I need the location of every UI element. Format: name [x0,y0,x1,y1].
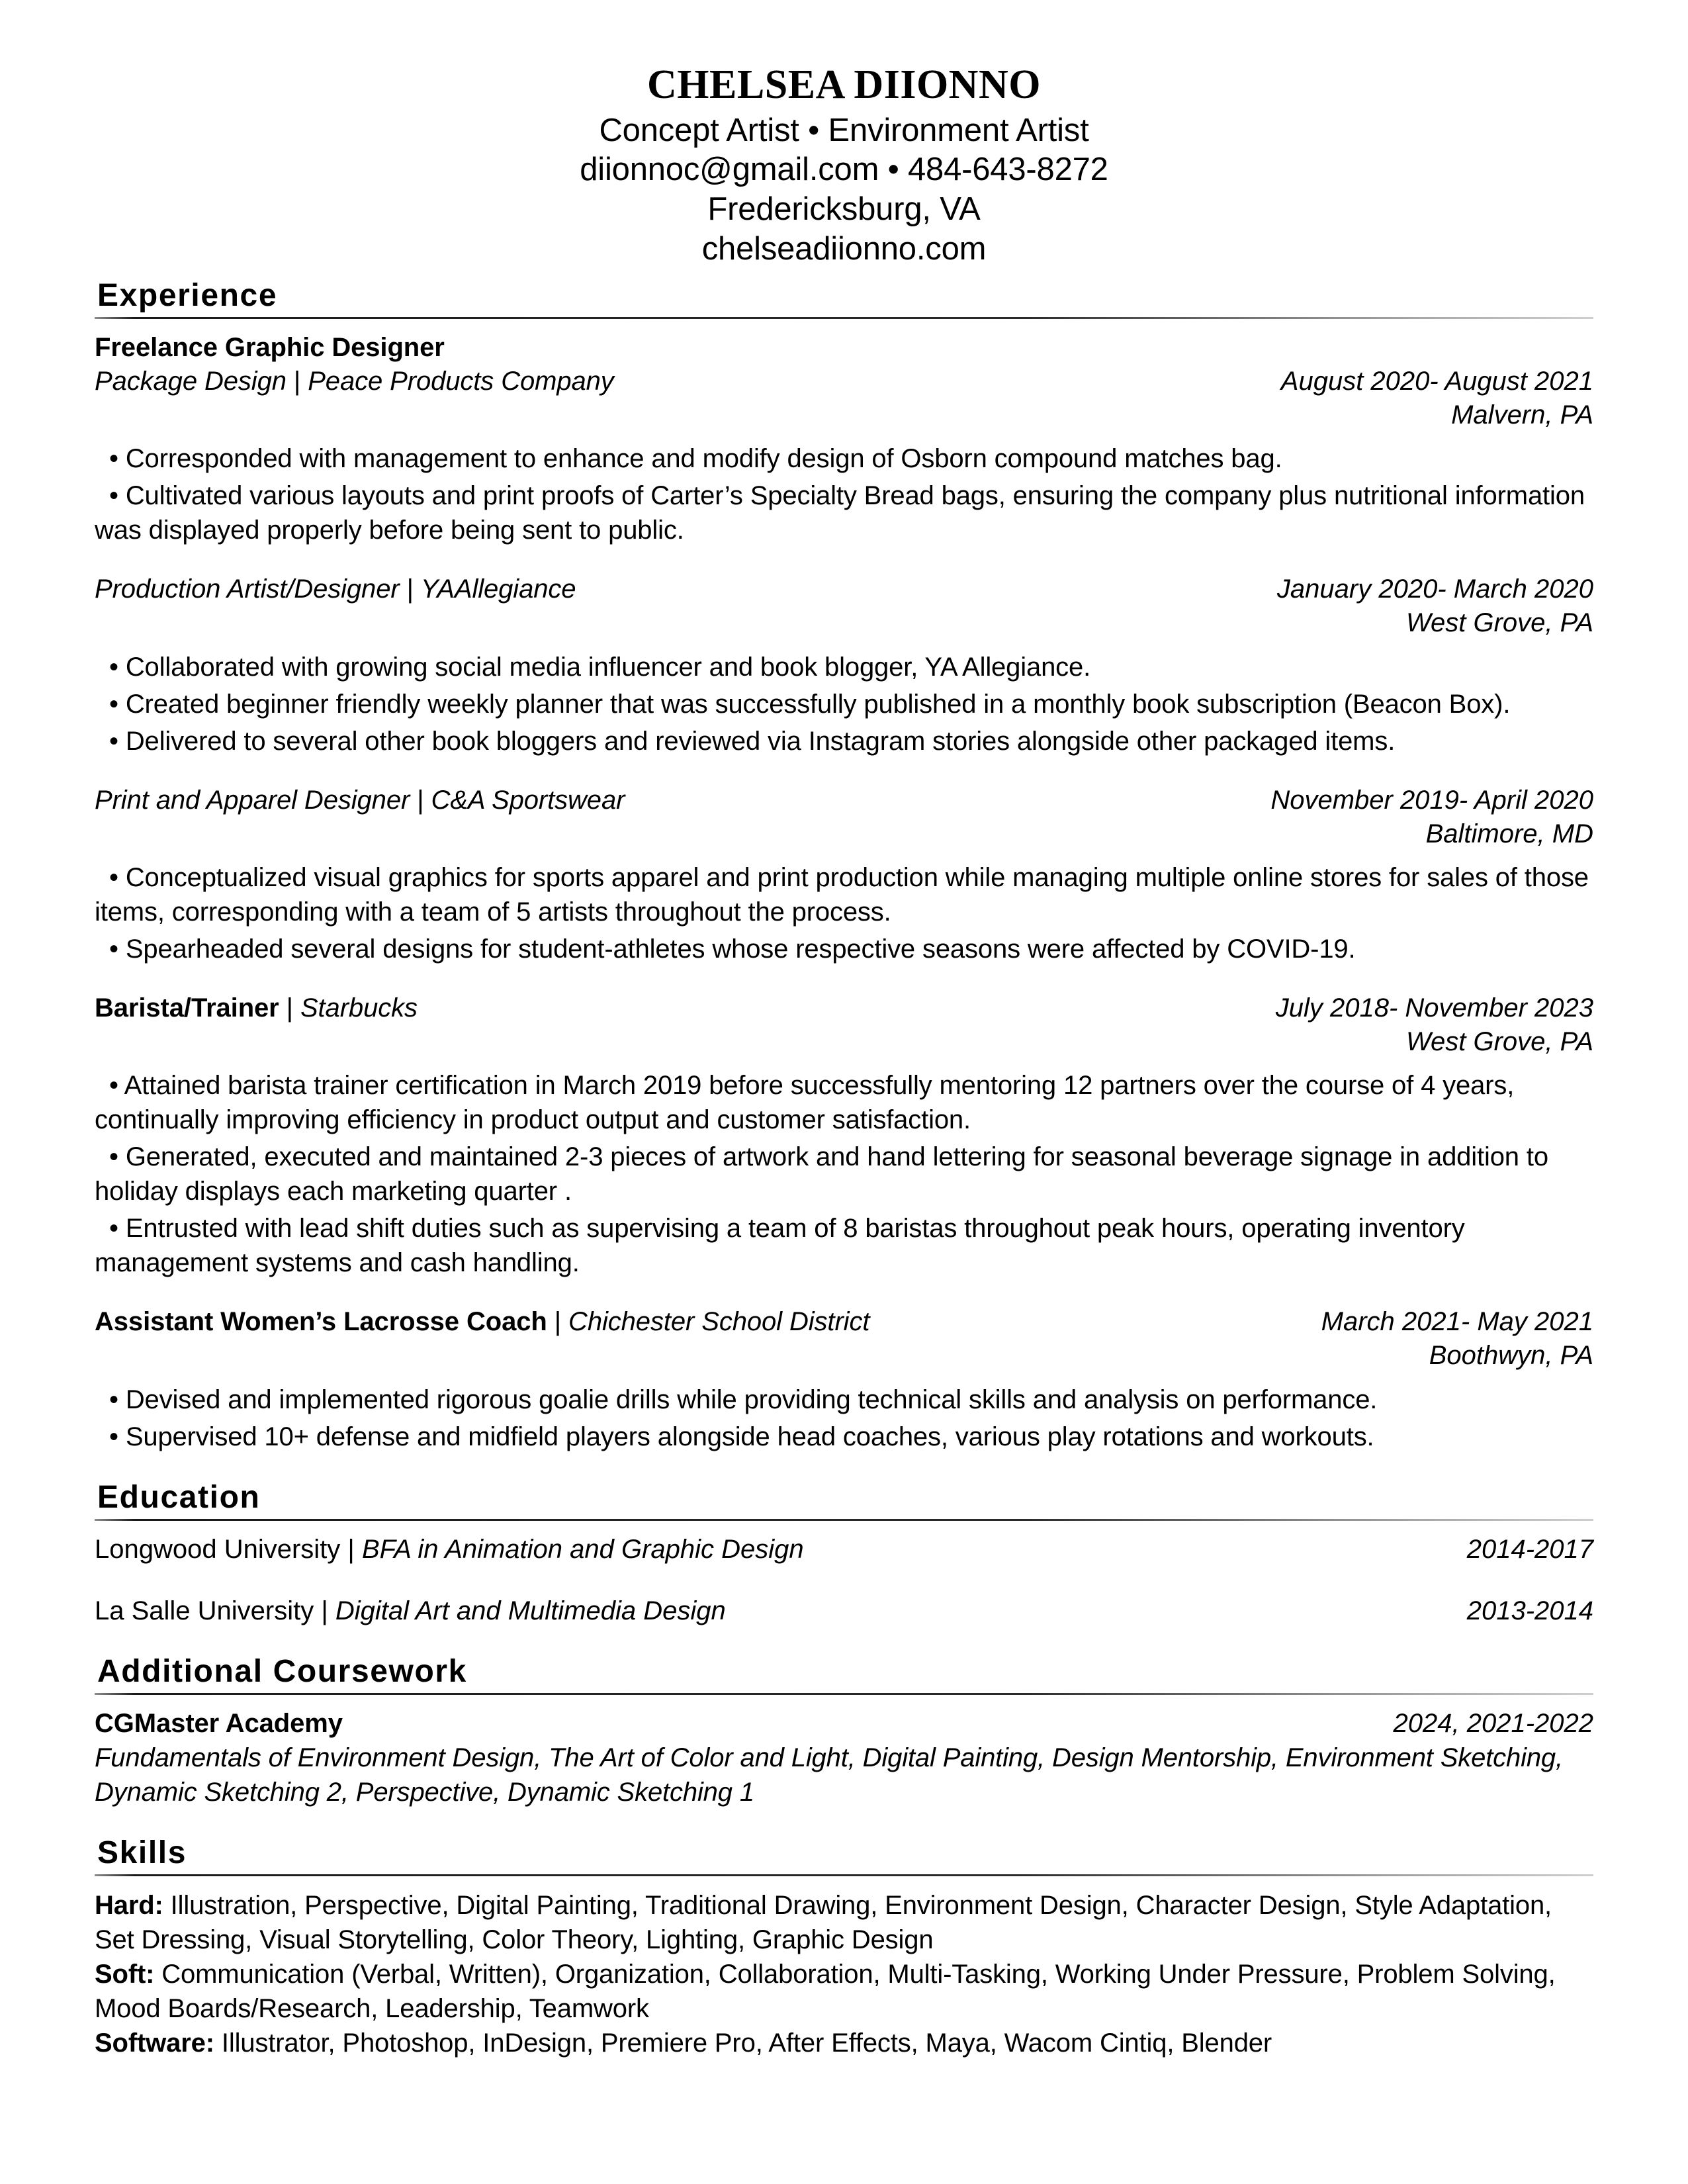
coursework-section [95,1655,1593,1809]
job-role-company [95,784,1251,817]
experience-entry [95,572,1593,758]
job-dates: July 2018- November 2023 [1275,993,1593,1023]
job-role: Production Artist/Designer [95,574,400,604]
job-header-row [95,365,1593,398]
job-bullet: • Entrusted with lead shift duties such as supervising a team of 8 baristas throughout peak hours, operating inventory management systems and cash handling. [95,1214,1465,1278]
job-header-row [95,991,1593,1025]
education-section [95,1480,1593,1628]
job-location: Baltimore, MD [1425,819,1593,848]
job-company: Starbucks [300,993,418,1023]
job-role: Print and Apparel Designer [95,785,410,815]
job-bullet-list [95,441,1593,547]
job-bullet-list [95,650,1593,758]
role-company-separator: | [279,993,300,1023]
job-role-company [95,365,1261,398]
role-company-separator: | [286,366,308,396]
coursework-courses: Fundamentals of Environment Design, The Art of Color and Light, Digital Painting, Design Mentorship, Environment Sketching, Dynamic Sketching 2, Perspective, Dynamic Sketching 1 [95,1743,1563,1807]
skill-row [95,1888,1593,1957]
education-list [95,1533,1593,1628]
skill-category-values: Communication (Verbal, Written), Organization, Collaboration, Multi-Tasking, Working Under Pressure, Problem Solving, Mood Boards/Research, Leadership, Teamwork [95,1959,1556,2023]
job-role-company [95,572,1257,606]
skills-list [95,1888,1593,2060]
section-title-skills: Skills [97,1835,187,1870]
section-title-coursework: Additional Coursework [97,1653,467,1689]
skill-category-values: Illustration, Perspective, Digital Painting, Traditional Drawing, Environment Design, Character Design, Style Adaptation, Set Dressing, Visual Storytelling, Color Theory, Lighting, Graphic Design [95,1890,1552,1954]
job-role: Package Design [95,366,287,396]
section-divider [95,1874,1593,1876]
section-divider [95,317,1593,319]
experience-entry [95,1305,1593,1453]
experience-section [95,279,1593,1454]
experience-list [95,331,1593,1454]
section-title-experience: Experience [97,277,278,313]
role-company-separator: | [399,574,421,604]
coursework-header-row [95,1707,1593,1741]
coursework-institution [95,1707,1374,1741]
job-bullet: • Cultivated various layouts and print proofs of Carter’s Specialty Bread bags, ensuring the company plus nutritional information was displayed properly before being sent to public. [95,481,1585,545]
candidate-title: Concept Artist • Environment Artist [599,112,1089,148]
role-company-separator: | [547,1307,569,1337]
candidate-contact: diionnoc@gmail.com • 484-643-8272 [580,152,1108,188]
education-school: La Salle University [95,1596,314,1625]
skill-row [95,2026,1593,2060]
job-role: Barista/Trainer [95,993,279,1023]
job-header-row [95,572,1593,606]
job-company: C&A Sportswear [431,785,625,815]
job-location: Malvern, PA [1451,400,1593,430]
job-bullet: • Generated, executed and maintained 2-3 pieces of artwork and hand lettering for seasonal beverage signage in addition to holiday displays each marketing quarter . [95,1142,1548,1206]
job-header-row [95,1305,1593,1339]
job-bullet: • Supervised 10+ defense and midfield players alongside head coaches, various play rotations and workouts. [109,1422,1374,1451]
resume-header [95,0,1593,269]
section-title-education: Education [97,1479,261,1515]
experience-entry [95,331,1593,548]
education-entry [95,1533,1593,1567]
experience-entry [95,991,1593,1280]
education-years: 2013-2014 [1466,1596,1593,1625]
education-degree: Digital Art and Multimedia Design [335,1596,726,1625]
role-company-separator: | [410,785,431,815]
job-bullet: • Devised and implemented rigorous goalie drills while providing technical skills and analysis on performance. [109,1385,1378,1414]
job-bullet: • Created beginner friendly weekly planner that was successfully published in a monthly book subscription (Beacon Box). [109,689,1511,719]
job-bullet: • Attained barista trainer certification in March 2019 before successfully mentoring 12 partners over the course of 4 years, continually improving efficiency in product output and customer satisfaction. [95,1071,1515,1135]
section-divider [95,1519,1593,1521]
job-location: West Grove, PA [1405,608,1593,638]
job-role-company [95,1305,1302,1339]
job-bullet: • Corresponded with management to enhance and modify design of Osborn compound matches bag. [109,444,1282,474]
coursework-years: 2024, 2021-2022 [1393,1708,1593,1738]
education-years: 2014-2017 [1466,1534,1593,1564]
job-bullet: • Conceptualized visual graphics for sports apparel and print production while managing multiple online stores for sales of those items, corresponding with a team of 5 artists throughout the process. [95,862,1589,927]
education-entry [95,1594,1593,1628]
job-dates: November 2019- April 2020 [1270,785,1593,815]
school-degree-separator: | [340,1534,362,1564]
job-company: Chichester School District [568,1307,870,1337]
job-role: Assistant Women’s Lacrosse Coach [95,1307,547,1337]
job-dates: March 2021- May 2021 [1321,1307,1593,1337]
candidate-name: CHELSEA DIIONNO [647,62,1041,107]
education-degree: BFA in Animation and Graphic Design [361,1534,804,1564]
job-bullet-list [95,1068,1593,1280]
job-title: Freelance Graphic Designer [95,332,445,362]
job-bullet-list [95,860,1593,966]
skill-category-values: Illustrator, Photoshop, InDesign, Premiere Pro, After Effects, Maya, Wacom Cintiq, Blender [214,2028,1272,2058]
job-location: West Grove, PA [1405,1027,1593,1057]
job-dates: August 2020- August 2021 [1280,366,1593,396]
job-bullet: • Spearheaded several designs for student-athletes whose respective seasons were affected by COVID-19. [109,934,1356,964]
candidate-location: Fredericksburg, VA [707,191,981,228]
coursework-institution-label: CGMaster Academy [95,1708,343,1738]
school-degree-separator: | [314,1596,335,1625]
skill-row [95,1957,1593,2026]
job-bullet: • Delivered to several other book bloggers and reviewed via Instagram stories alongside other packaged items. [109,726,1396,756]
section-divider [95,1693,1593,1695]
job-header-row [95,784,1593,817]
skill-category-label: Soft: [95,1959,155,1989]
job-company: YAAllegiance [420,574,576,604]
skill-category-label: Hard: [95,1890,163,1920]
job-location: Boothwyn, PA [1429,1341,1593,1371]
education-school: Longwood University [95,1534,341,1564]
job-dates: January 2020- March 2020 [1276,574,1593,604]
education-school-degree [95,1594,726,1628]
job-company: Peace Products Company [308,366,614,396]
candidate-website: chelseadiionno.com [701,231,987,267]
experience-entry [95,784,1593,966]
skill-category-label: Software: [95,2028,214,2058]
education-school-degree [95,1533,804,1567]
skills-section [95,1836,1593,2060]
job-bullet-list [95,1383,1593,1454]
job-role-company [95,991,1256,1025]
job-bullet: • Collaborated with growing social media influencer and book blogger, YA Allegiance. [109,652,1091,682]
